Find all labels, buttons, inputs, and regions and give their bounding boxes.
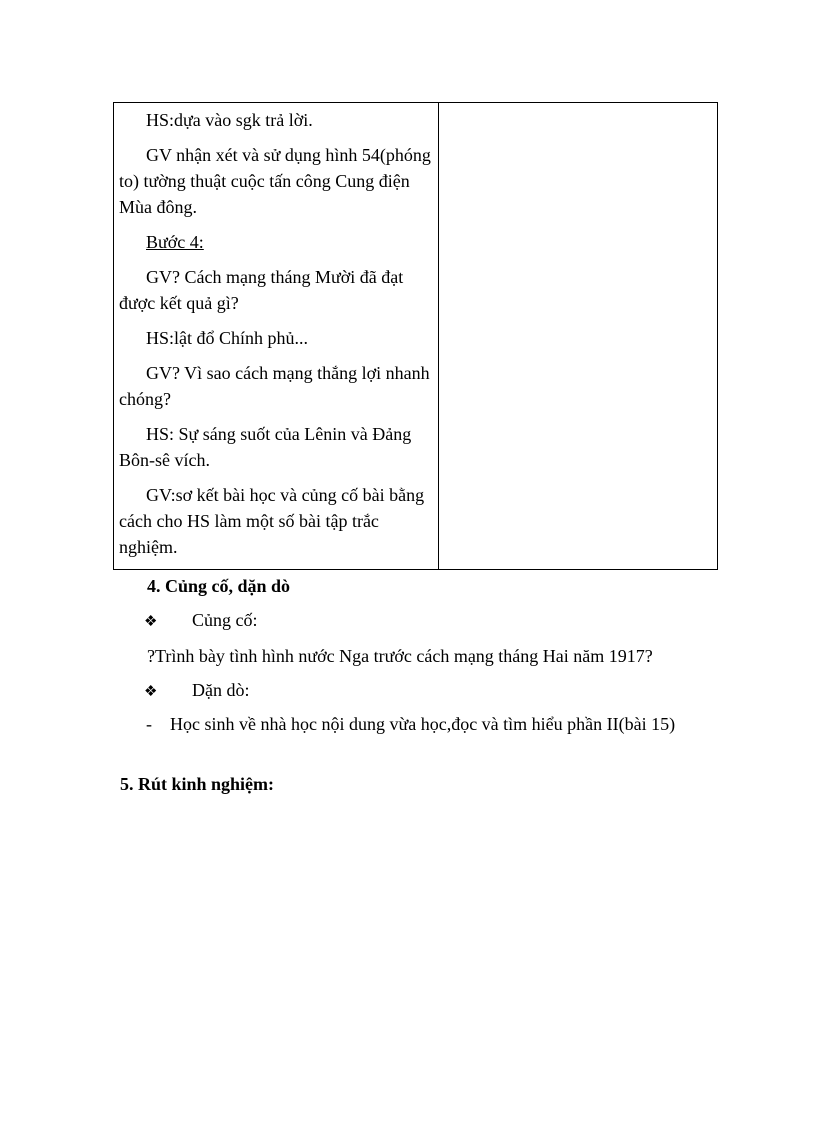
teacher-student-activities-cell bbox=[114, 103, 439, 570]
lesson-table bbox=[113, 102, 718, 570]
table-row bbox=[114, 103, 718, 570]
step-heading bbox=[119, 229, 432, 255]
paragraph: HS: Sự sáng suốt của Lênin và Đảng Bôn-sê vích. bbox=[119, 424, 412, 470]
homework-item bbox=[144, 677, 250, 705]
content-cell-empty bbox=[439, 103, 718, 570]
paragraph: GV:sơ kết bài học và củng cố bài bằng cách cho HS làm một số bài tập trắc nghiệm. bbox=[119, 485, 425, 557]
homework-label: Dặn dò: bbox=[192, 680, 250, 700]
paragraph: GV? Vì sao cách mạng thắng lợi nhanh chóng? bbox=[119, 363, 430, 409]
homework-text: Học sinh về nhà học nội dung vừa học,đọc và tìm hiểu phần II(bài 15) bbox=[170, 714, 676, 734]
diamond-bullet-icon: ❖ bbox=[144, 614, 158, 630]
diamond-bullet-icon: ❖ bbox=[144, 684, 158, 700]
step-label: Bước 4: bbox=[146, 232, 204, 252]
paragraph: GV? Cách mạng tháng Mười đã đạt được kết quả gì? bbox=[119, 267, 404, 313]
paragraph: HS:dựa vào sgk trả lời. bbox=[146, 110, 313, 130]
section-5-title: 5. Rút kinh nghiệm: bbox=[120, 774, 275, 794]
homework-instruction bbox=[120, 711, 700, 737]
paragraph: HS:lật đổ Chính phủ... bbox=[146, 328, 309, 348]
paragraph: GV nhận xét và sử dụng hình 54(phóng to) tường thuật cuộc tấn công Cung điện Mùa đông. bbox=[119, 145, 431, 217]
review-question: ?Trình bày tình hình nước Nga trước cách mạng tháng Hai năm 1917? bbox=[147, 646, 653, 666]
dash-marker: - bbox=[146, 714, 152, 734]
consolidation-label: Củng cố: bbox=[192, 610, 258, 630]
section-4-title: 4. Củng cố, dặn dò bbox=[147, 576, 291, 596]
consolidation-item bbox=[144, 607, 258, 635]
